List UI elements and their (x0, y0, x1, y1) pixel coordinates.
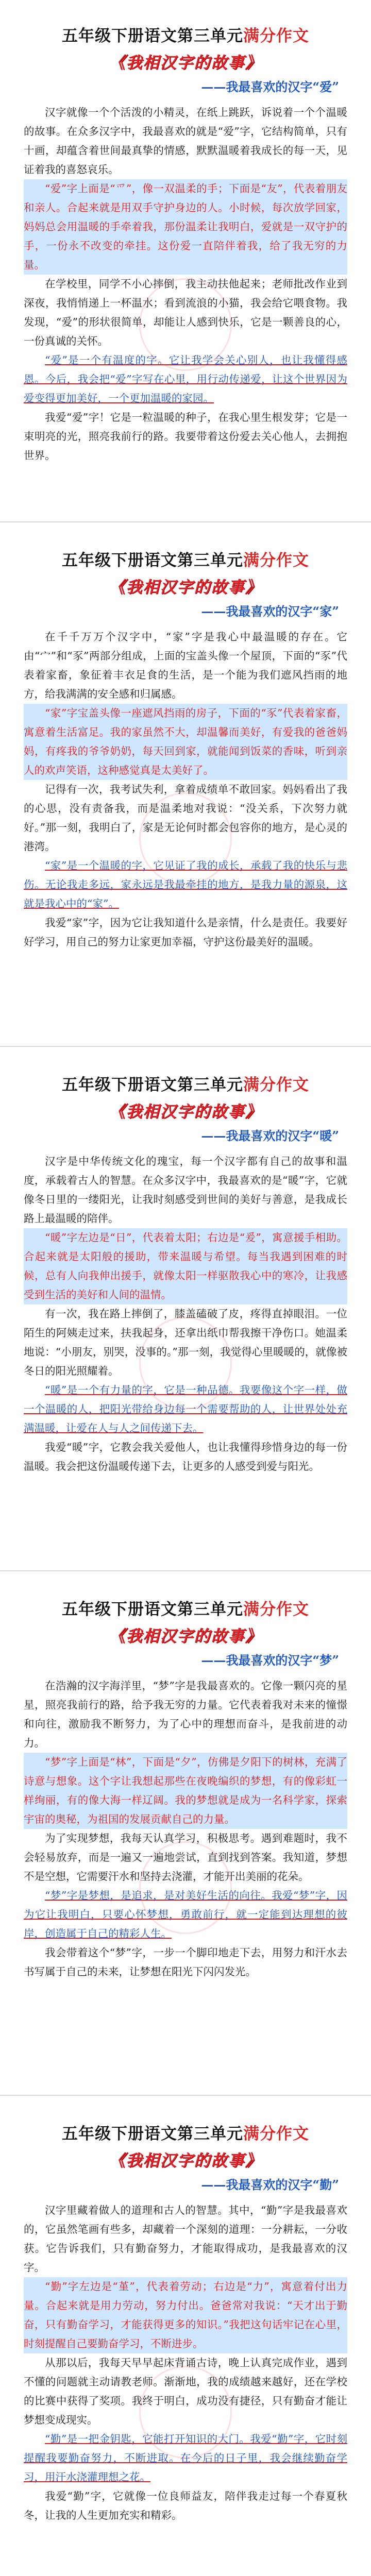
essay-title (24, 1074, 347, 1096)
essay-5 (0, 2098, 371, 2576)
paragraph: 记得有一次，我考试失利，拿着成绩单不敢回家。妈妈看出了我的心思，没有责备我，而是温柔地对我说：“没关系，下次努力就好。”那一刻，我明白了，家是无论何时都会包容你的地方，是心灵的港湾。 (24, 783, 347, 853)
essay-subtitle: 《我相汉字的故事》 (109, 1103, 262, 1121)
title-highlight: 满分作文 (243, 1600, 309, 1619)
section-divider (0, 521, 371, 522)
paragraph: 我爱“勤”字，它就像一位良师益友，陪伴我走过每一个春夏秋冬，让我的人生更加充实和精彩。 (24, 2490, 347, 2521)
essay-byline: ——我最喜欢的汉字“暖” (201, 1128, 339, 1143)
essay-title (24, 2123, 347, 2145)
essay-subtitle: 《我相汉字的故事》 (109, 578, 262, 597)
paragraph: 我爱“家”字，因为它让我知道什么是亲情，什么是责任。我要好好学习，用自己的努力让家更加幸福，守护这份最美好的温暖。 (24, 917, 347, 948)
paragraph-underlined: “家”是一个温暖的字，它见证了我的成长，承载了我的快乐与悲伤。无论我走多远，家永远是我最牵挂的地方，是我力量的源泉，这就是我心中的“家”。 (24, 859, 347, 910)
essay-title (24, 25, 347, 47)
paragraph: 为了实现梦想，我每天认真学习，积极思考。遇到难题时，我不会轻易放弃，而是一遍又一遍地尝试，直到找到答案。我知道，梦想不是空想，它需要汗水和坚持去浇灌，才能开出美丽的花朵。 (24, 1832, 347, 1883)
title-highlight: 满分作文 (243, 2125, 309, 2143)
section-divider (0, 1046, 371, 1047)
title-highlight: 满分作文 (243, 1076, 309, 1094)
paragraph-underlined: “勤”是一把金钥匙，它能打开知识的大门。我爱“勤”字，它时刻提醒我要勤奋努力，不断进取。在今后的日子里，我会继续勤奋学习，用汗水浇灌理想之花。 (24, 2433, 347, 2483)
title-highlight: 满分作文 (243, 551, 309, 570)
essay-2 (0, 524, 371, 1045)
paragraph: 在学校里，同学不小心摔倒，我主动扶他起来；老师批改作业到深夜，我悄悄递上一杯温水；看到流浪的小猫，我会给它喂食物。我发现，“爱”的形状很简单，却能让人感到快乐，它是一颗善良的心，一份真诚的关怀。 (24, 278, 347, 347)
essay-byline: ——我最喜欢的汉字“爱” (201, 79, 339, 94)
essay-1 (0, 0, 371, 520)
paragraph-highlighted: “暖”字左边是“日”，代表着太阳；右边是“爰”，寓意援手相助。合起来就是太阳般的援助，带来温暖与希望。每当我遇到困难的时候，总有人向我伸出援手，就像太阳一样驱散我心中的寒冷，让我感受到生活的美好和人间的温情。 (24, 1228, 347, 1304)
section-divider (0, 2095, 371, 2096)
essay-body (24, 103, 347, 465)
paragraph: 我会带着这个“梦”字，一步一个脚印地走下去，用努力和汗水去书写属于自己的未来，让梦想在阳光下闪闪发光。 (24, 1946, 347, 1978)
paragraph-highlighted: “家”字宝盖头像一座遮风挡雨的房子，下面的“豕”代表着家畜，寓意着生活富足。我的家虽然不大，却温馨而美好，有爱我的爸爸妈妈，有疼我的爷爷奶奶，每天回到家，就能闻到饭菜的香味，听到亲人的欢声笑语，这种感觉真是太美好了。 (24, 704, 347, 780)
paragraph: 我爱“爱”字！它是一粒温暖的种子，在我心里生根发芽；它是一束明亮的光，照亮我前行的路。我要带着这份爱去关心他人，去拥抱世界。 (24, 411, 347, 462)
title-highlight: 满分作文 (243, 27, 309, 45)
paragraph-highlighted: “爱”字上面是“爫”，像一双温柔的手；下面是“友”，代表着朋友和亲人。合起来就是用双手守护身边的人。小时候，每次放学回家，妈妈总会用温暖的手牵着我，那份温柔让我明白，爱就是一双守护的手，一份永不改变的牵挂。这份爱一直陪伴着我，给了我无穷的力量。 (24, 179, 347, 275)
essay-byline: ——我最喜欢的汉字“家” (201, 604, 339, 619)
essay-3 (0, 1049, 371, 1569)
essay-body (24, 1152, 347, 1476)
essay-byline: ——我最喜欢的汉字“勤” (201, 2177, 339, 2192)
paragraph-underlined: “梦”字是梦想，是追求，是对美好生活的向往。我爱“梦”字，因为它让我明白，只要心怀梦想，勇敢前行，就一定能到达理想的彼岸，创造属于自己的精彩人生。 (24, 1889, 347, 1940)
section-divider (0, 1570, 371, 1571)
essay-body (24, 628, 347, 952)
paragraph: 汉字就像一个个活泼的小精灵，在纸上跳跃，诉说着一个个温暖的故事。在众多汉字中，我最喜欢的就是“爱”字，它结构简单，只有十画，却蕴含着世间最真挚的情感，默默温暖着我成长的每一天，见证着我的喜怒哀乐。 (24, 106, 347, 176)
essay-4 (0, 1573, 371, 2094)
title-main: 五年级下册语文第三单元 (62, 1076, 243, 1094)
essay-subtitle: 《我相汉字的故事》 (109, 2151, 262, 2170)
paragraph: 汉字里藏着做人的道理和古人的智慧。其中，“勤”字是我最喜欢的，它虽然笔画有些多，却藏着一个深刻的道理：一分耕耘，一分收获。它告诉我们，只有勤奋努力，才能取得成功，是我最喜欢的汉字。 (24, 2204, 347, 2274)
paragraph-highlighted: “勤”字左边是“堇”，代表着劳动；右边是“力”，寓意着付出力量。合起来就是用力劳动，努力付出。爸爸常对我说：“天才出于勤奋，只有勤奋学习，才能获得更多的知识。”我把这句话牢记在心里，时刻提醒自己要勤奋学习，不断进步。 (24, 2277, 347, 2353)
paragraph: 从那以后，我每天早早起床背诵古诗，晚上认真完成作业，遇到不懂的问题就主动请教老师。渐渐地，我的成绩越来越好，还在学校的比赛中获得了奖项。我终于明白，成功没有捷径，只有勤奋才能让梦想变成现实。 (24, 2357, 347, 2426)
title-main: 五年级下册语文第三单元 (62, 1600, 243, 1619)
paragraph-highlighted: “梦”字上面是“林”，下面是“夕”，仿佛是夕阳下的树林，充满了诗意与想象。这个字让我想起那些在夜晚编织的梦想，有的像彩虹一样绚丽，有的像大海一样辽阔。我的梦想就是成为一名科学家，探索宇宙的奥秘，为祖国的发展贡献自己的力量。 (24, 1753, 347, 1829)
title-main: 五年级下册语文第三单元 (62, 551, 243, 570)
title-main: 五年级下册语文第三单元 (62, 27, 243, 45)
paragraph-underlined: “暖”是一个有力量的字，它是一种品德。我要像这个字一样，做一个温暖的人，把阳光带给身边每一个需要帮助的人，让世界处处充满温暖，让爱在人与人之间传递下去。 (24, 1384, 347, 1434)
essay-title (24, 1598, 347, 1621)
essay-title (24, 549, 347, 572)
essay-subtitle: 《我相汉字的故事》 (109, 54, 262, 72)
paragraph: 在千千万万个汉字中，“家”字是我心中最温暖的存在。它由“宀”和“豕”两部分组成，上面的宝盖头像一个屋顶，下面的“豕”代表着家畜，象征着丰衣足食的生活，是一个能为我们遮风挡雨的地方，给我满满的安全感和归属感。 (24, 631, 347, 700)
paragraph: 我爱“暖”字，它教会我关爱他人，也让我懂得珍惜身边的每一份温暖。我会把这份温暖传递下去，让更多的人感受到爱与阳光。 (24, 1441, 347, 1472)
paragraph: 汉字是中华传统文化的瑰宝，每一个汉字都有自己的故事和温度，承载着古人的智慧。在众多汉字中，我最喜欢的是“暖”字，它就像冬日里的一缕阳光，让我时刻感受到世间的美好与善意，是我成长路上最温暖的陪伴。 (24, 1155, 347, 1225)
paragraph: 有一次，我在路上摔倒了，膝盖磕破了皮，疼得直掉眼泪。一位陌生的阿姨走过来，扶我起身，还拿出纸巾帮我擦干净伤口。她温柔地说：“小朋友，别哭，没事的。”那一刻，我觉得心里暖暖的，就像被冬日的阳光照耀着。 (24, 1308, 347, 1377)
title-main: 五年级下册语文第三单元 (62, 2125, 243, 2143)
essay-byline: ——我最喜欢的汉字“梦” (201, 1653, 339, 1668)
essay-body (24, 1676, 347, 1981)
paragraph-underlined: “爱”是一个有温度的字。它让我学会关心别人，也让我懂得感恩。今后，我会把“爱”字写在心里，用行动传递爱，让这个世界因为爱变得更加美好，一个更加温暖的家园。 (24, 354, 347, 404)
paragraph: 在浩瀚的汉字海洋里，“梦”字是我最喜欢的。它像一颗闪亮的星星，照亮我前行的路，给予我无穷的力量。它代表着我对未来的憧憬和向往，激励我不断努力，为了心中的理想而奋斗，是我前进的动力。 (24, 1680, 347, 1749)
essay-subtitle: 《我相汉字的故事》 (109, 1627, 262, 1646)
essay-body (24, 2201, 347, 2525)
